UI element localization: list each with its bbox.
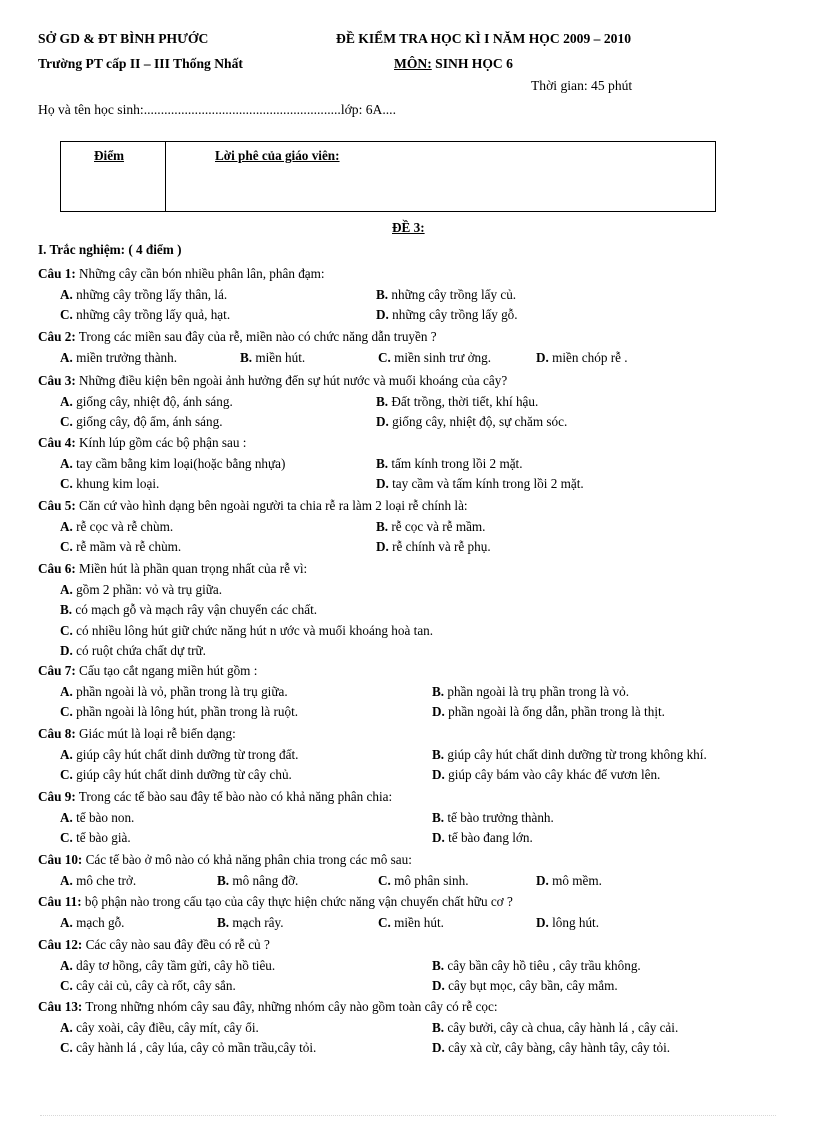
option-b: [432, 1020, 678, 1036]
option-c: [60, 307, 230, 323]
question-text: Kính lúp gồm các bộ phận sau :: [75, 435, 247, 450]
exam-title: ĐỀ KIỂM TRA HỌC KÌ I NĂM HỌC 2009 – 2010: [336, 31, 632, 46]
option-c-text: miền sinh trư ởng.: [390, 349, 492, 365]
option-b: [376, 394, 538, 410]
option-d-label: D.: [536, 914, 549, 930]
score-divider: [165, 142, 166, 211]
option-b-text: cây bưởi, cây cà chua, cây hành lá , cây cải.: [444, 1019, 679, 1035]
option-d-text: tế bào đang lớn.: [444, 830, 533, 845]
option-c: [60, 539, 181, 555]
option-b-text: có mạch gỗ và mạch rây vận chuyển các chất.: [72, 602, 318, 617]
option-b-text: mô nâng đỡ.: [229, 872, 299, 888]
option-d-text: phần ngoài là ống dẫn, phần trong là thịt.: [444, 704, 665, 719]
subject-label: MÔN:: [394, 56, 432, 71]
option-a-label: A.: [60, 957, 73, 973]
question-number: Câu 11:: [38, 894, 82, 909]
option-a-text: dây tơ hồng, cây tầm gửi, cây hồ tiêu.: [72, 957, 276, 973]
exam-time: Thời gian: 45 phút: [531, 78, 633, 93]
option-c: [60, 476, 159, 492]
option-a-label: A.: [60, 393, 73, 409]
option-b: [60, 602, 317, 618]
option-a-text: giúp cây hút chất dinh dưỡng từ trong đất.: [72, 746, 299, 762]
option-a: [60, 456, 285, 472]
option-b-label: B.: [376, 393, 389, 409]
question-text: Các cây nào sau đây đều có rễ củ ?: [82, 937, 270, 952]
department-name: SỞ GD & ĐT BÌNH PHƯỚC: [38, 31, 209, 46]
option-d-label: D.: [60, 643, 73, 658]
option-d: [432, 978, 618, 994]
question-5: [38, 498, 468, 514]
option-d-text: miền chóp rễ .: [548, 349, 628, 365]
option-d: [536, 350, 628, 366]
option-b: [376, 456, 523, 472]
option-b: [432, 810, 554, 826]
option-a-label: A.: [60, 914, 73, 930]
option-b: [376, 519, 485, 535]
option-b-label: B.: [376, 455, 389, 471]
option-a-label: A.: [60, 872, 73, 888]
option-d-text: có ruột chứa chất dự trữ.: [72, 643, 206, 658]
option-b: [376, 287, 516, 303]
option-c: [378, 873, 469, 889]
option-d-label: D.: [536, 349, 549, 365]
option-d-text: tay cầm và tấm kính trong lồi 2 mặt.: [388, 476, 584, 491]
option-c-label: C.: [60, 539, 73, 554]
question-1: [38, 266, 325, 282]
question-number: Câu 10:: [38, 852, 83, 867]
option-a-label: A.: [60, 809, 73, 825]
option-b: [432, 958, 641, 974]
option-d: [432, 1040, 670, 1056]
option-c-text: phần ngoài là lông hút, phần trong là ruột.: [72, 704, 299, 719]
question-8: [38, 726, 236, 742]
option-d-text: cây xà cừ, cây bàng, cây hành tây, cây tỏi.: [444, 1040, 671, 1055]
option-a: [60, 958, 275, 974]
option-c: [60, 704, 298, 720]
question-text: Miền hút là phần quan trọng nhất của rễ vì:: [75, 561, 308, 576]
option-d: [432, 830, 533, 846]
option-c-text: giúp cây hút chất dinh dưỡng từ cây chủ.: [72, 767, 292, 782]
section-title: I. Trắc nghiệm: ( 4 điểm ): [38, 242, 182, 257]
option-c: [60, 830, 131, 846]
option-d-text: giúp cây bám vào cây khác để vươn lên.: [444, 767, 661, 782]
option-b-text: mạch rây.: [229, 914, 284, 930]
question-text: Căn cứ vào hình dạng bên ngoài người ta chia rễ ra làm 2 loại rễ chính là:: [75, 498, 468, 513]
question-text: Giác mút là loại rễ biến dạng:: [75, 726, 236, 741]
option-b-text: miền hút.: [252, 349, 306, 365]
option-d-label: D.: [376, 539, 389, 554]
student-info-line: Họ và tên học sinh:..........................................................lớp: 6A....: [38, 102, 396, 117]
option-a: [60, 287, 227, 303]
option-d-label: D.: [536, 872, 549, 888]
option-d: [536, 873, 602, 889]
option-a: [60, 810, 134, 826]
option-c-label: C.: [60, 414, 73, 429]
option-a-text: những cây trồng lấy thân, lá.: [72, 286, 228, 302]
question-text: Các tế bào ở mô nào có khả năng phân chia trong các mô sau:: [82, 852, 412, 867]
question-number: Câu 8:: [38, 726, 76, 741]
option-b-label: B.: [432, 809, 445, 825]
option-c-label: C.: [60, 767, 73, 782]
option-c-label: C.: [60, 830, 73, 845]
option-b-label: B.: [432, 683, 445, 699]
question-10: [38, 852, 412, 868]
option-a-text: mạch gỗ.: [72, 914, 125, 930]
option-b: [432, 747, 707, 763]
question-2: [38, 329, 437, 345]
option-a-label: A.: [60, 349, 73, 365]
option-c: [60, 414, 223, 430]
option-b-text: cây bần cây hồ tiêu , cây trầu không.: [444, 957, 641, 973]
question-number: Câu 2:: [38, 329, 76, 344]
exam-code: ĐỀ 3:: [392, 220, 425, 235]
option-a: [60, 747, 298, 763]
option-c-label: C.: [60, 704, 73, 719]
question-3: [38, 373, 507, 389]
option-b-text: giúp cây hút chất dinh dưỡng từ trong không khí.: [444, 746, 707, 762]
option-d-text: những cây trồng lấy gỗ.: [388, 307, 518, 322]
option-c-text: khung kim loại.: [72, 476, 160, 491]
option-b-text: Đất trồng, thời tiết, khí hậu.: [388, 393, 539, 409]
option-c-text: tế bào già.: [72, 830, 131, 845]
question-9: [38, 789, 392, 805]
question-4: [38, 435, 246, 451]
option-c: [378, 915, 444, 931]
option-c-text: có nhiều lông hút giữ chức năng hút n ước và muối khoáng hoà tan.: [72, 622, 434, 638]
question-text: Trong những nhóm cây sau đây, những nhóm cây nào gồm toàn cây có rễ cọc:: [82, 999, 498, 1014]
option-d: [432, 767, 660, 783]
option-b-label: B.: [432, 746, 445, 762]
option-b-text: rễ cọc và rễ mầm.: [388, 518, 486, 534]
option-a-text: giống cây, nhiệt độ, ánh sáng.: [72, 393, 233, 409]
option-a-label: A.: [60, 581, 73, 597]
option-a: [60, 1020, 259, 1036]
option-d: [376, 476, 584, 492]
question-number: Câu 9:: [38, 789, 76, 804]
question-number: Câu 5:: [38, 498, 76, 513]
option-d-label: D.: [432, 978, 445, 993]
option-b-text: những cây trồng lấy củ.: [388, 286, 517, 302]
question-13: [38, 999, 498, 1015]
question-number: Câu 4:: [38, 435, 76, 450]
option-d: [376, 414, 567, 430]
option-a-text: gồm 2 phần: vỏ và trụ giữa.: [72, 581, 223, 597]
option-b-label: B.: [432, 957, 445, 973]
option-a-label: A.: [60, 746, 73, 762]
question-text: bộ phận nào trong cấu tạo của cây thực hiện chức năng vận chuyển chất hữu cơ ?: [81, 894, 513, 909]
option-d: [432, 704, 665, 720]
option-a: [60, 915, 124, 931]
option-d-text: lông hút.: [548, 914, 600, 930]
option-b: [432, 684, 629, 700]
option-d-text: rễ chính và rễ phụ.: [388, 539, 491, 554]
option-a-label: A.: [60, 455, 73, 471]
question-number: Câu 13:: [38, 999, 83, 1014]
option-a: [60, 519, 173, 535]
option-b-label: B.: [60, 602, 73, 617]
question-number: Câu 12:: [38, 937, 83, 952]
option-c-label: C.: [60, 978, 73, 993]
score-box: [60, 141, 716, 212]
option-c-label: C.: [60, 622, 73, 638]
question-number: Câu 1:: [38, 266, 76, 281]
option-b-text: tế bào trưởng thành.: [444, 809, 554, 825]
option-c-text: mô phân sinh.: [390, 872, 469, 888]
option-d-label: D.: [376, 307, 389, 322]
option-c-label: C.: [60, 476, 73, 491]
option-b-label: B.: [217, 872, 230, 888]
option-a-text: phần ngoài là vỏ, phần trong là trụ giữa.: [72, 683, 288, 699]
option-d-text: mô mềm.: [548, 872, 602, 888]
option-c-label: C.: [378, 914, 391, 930]
option-c: [60, 767, 292, 783]
option-d-label: D.: [376, 476, 389, 491]
question-text: Trong các miền sau đây của rễ, miền nào có chức năng dẫn truyền ?: [75, 329, 437, 344]
option-b-label: B.: [217, 914, 230, 930]
option-d: [60, 643, 206, 659]
option-c-text: cây hành lá , cây lúa, cây cỏ mần trầu,cây tỏi.: [72, 1040, 317, 1055]
option-d: [376, 307, 518, 323]
option-b-label: B.: [240, 349, 253, 365]
option-d: [376, 539, 491, 555]
option-d-text: cây bụt mọc, cây bần, cây mắm.: [444, 978, 618, 993]
question-number: Câu 6:: [38, 561, 76, 576]
option-d-label: D.: [432, 704, 445, 719]
option-c-label: C.: [378, 349, 391, 365]
option-d-label: D.: [432, 830, 445, 845]
option-b-text: phần ngoài là trụ phần trong là vỏ.: [444, 683, 630, 699]
option-c: [60, 623, 433, 639]
option-c-text: những cây trồng lấy quả, hạt.: [72, 307, 231, 322]
option-d: [536, 915, 599, 931]
question-text: Những cây cần bón nhiều phân lân, phân đạm:: [75, 266, 325, 281]
option-b-text: tấm kính trong lồi 2 mặt.: [388, 455, 523, 471]
option-a-text: cây xoài, cây điều, cây mít, cây ổi.: [72, 1019, 259, 1035]
score-label: Điểm: [94, 148, 125, 163]
subject-line: [394, 56, 513, 72]
question-7: [38, 663, 257, 679]
subject-value: SINH HỌC 6: [431, 56, 513, 71]
option-c: [60, 978, 236, 994]
option-b-label: B.: [432, 1019, 445, 1035]
option-a: [60, 684, 288, 700]
question-11: [38, 894, 513, 910]
option-a: [60, 394, 233, 410]
option-b-label: B.: [376, 518, 389, 534]
option-d-label: D.: [376, 414, 389, 429]
question-text: Những điều kiện bên ngoài ảnh hưởng đến sự hút nước và muối khoáng của cây?: [75, 373, 508, 388]
option-d-text: giống cây, nhiệt độ, sự chăm sóc.: [388, 414, 568, 429]
question-text: Cấu tạo cắt ngang miền hút gồm :: [75, 663, 258, 678]
option-c-text: cây cải củ, cây cà rốt, cây sắn.: [72, 978, 236, 993]
option-c: [60, 1040, 316, 1056]
option-a: [60, 350, 177, 366]
option-a: [60, 582, 222, 598]
question-number: Câu 3:: [38, 373, 76, 388]
option-c-text: miền hút.: [390, 914, 444, 930]
option-a-text: miền trưởng thành.: [72, 349, 178, 365]
option-a-text: tay cầm bằng kim loại(hoặc bằng nhựa): [72, 455, 286, 471]
option-a-text: rễ cọc và rễ chùm.: [72, 518, 174, 534]
option-a-label: A.: [60, 1019, 73, 1035]
option-b: [217, 873, 298, 889]
option-c-label: C.: [60, 307, 73, 322]
option-d-label: D.: [432, 767, 445, 782]
question-number: Câu 7:: [38, 663, 76, 678]
school-name: Trường PT cấp II – III Thống Nhất: [38, 56, 243, 71]
option-c-text: rễ mầm và rễ chùm.: [72, 539, 182, 554]
footer-divider: [40, 1115, 776, 1117]
option-a-text: mô che trở.: [72, 872, 137, 888]
option-b: [240, 350, 305, 366]
option-a-label: A.: [60, 286, 73, 302]
option-a-label: A.: [60, 518, 73, 534]
question-12: [38, 937, 270, 953]
option-d-label: D.: [432, 1040, 445, 1055]
option-c-label: C.: [60, 1040, 73, 1055]
option-a-label: A.: [60, 683, 73, 699]
option-c-label: C.: [378, 872, 391, 888]
question-text: Trong các tế bào sau đây tế bào nào có khả năng phân chia:: [75, 789, 393, 804]
option-c: [378, 350, 491, 366]
option-b: [217, 915, 284, 931]
option-c-text: giống cây, độ ẩm, ánh sáng.: [72, 414, 223, 429]
option-a-text: tế bào non.: [72, 809, 135, 825]
option-b-label: B.: [376, 286, 389, 302]
option-a: [60, 873, 136, 889]
teacher-comment-label: Lời phê của giáo viên:: [215, 148, 340, 163]
question-6: [38, 561, 307, 577]
